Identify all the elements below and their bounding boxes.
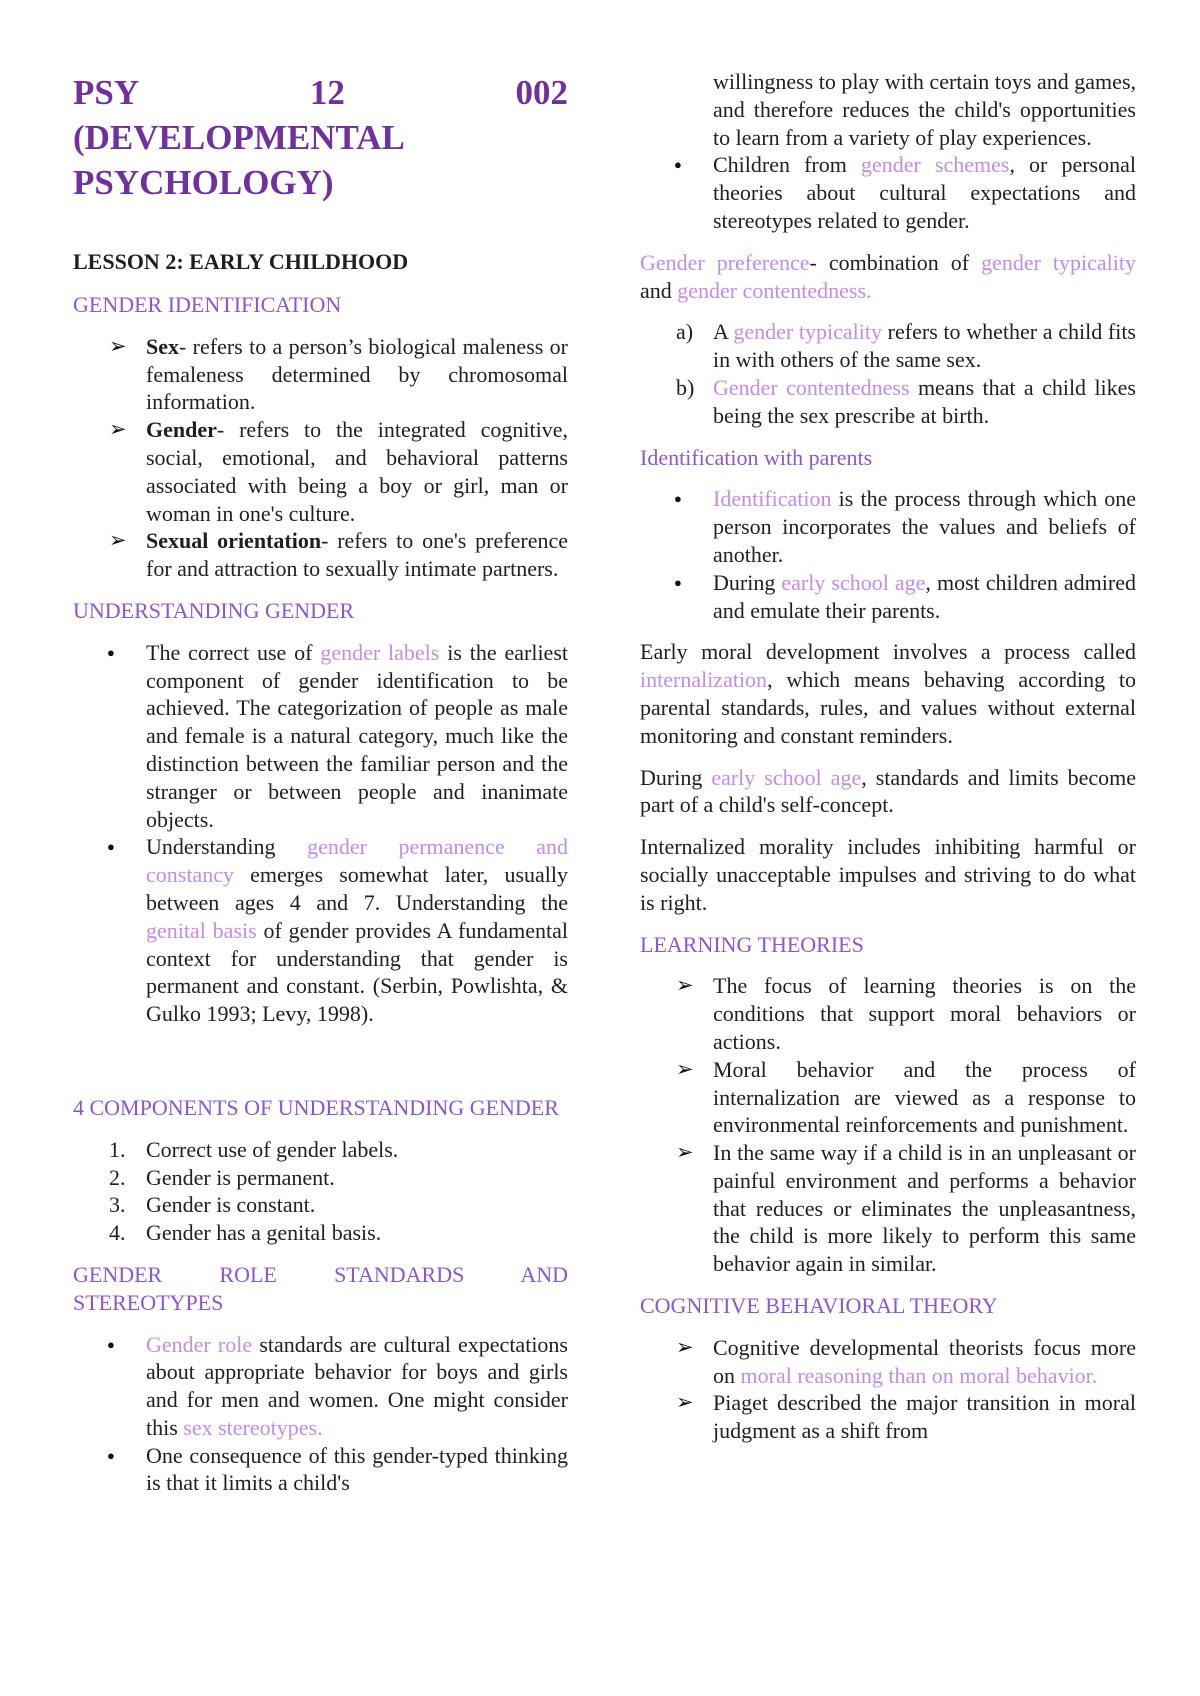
cognitive-list <box>640 1334 1136 1445</box>
highlight-term: early school age <box>781 569 926 595</box>
item-letter: b) <box>676 374 695 400</box>
moral-paragraph-1: Early moral development involves a process called internalization, which means behaving according to parental standards, rules, and values without external monitoring and constant reminders. <box>640 639 1136 748</box>
list-item: ➢ In the same way if a child is in an unpleasant or painful environment and performs a behavior that reduces or eliminates the unpleasantness, the child is more likely to perform this same behavior again in similar. <box>640 1139 1136 1278</box>
components-list <box>73 1136 568 1247</box>
item-number: 3. <box>109 1192 126 1218</box>
list-item: ➢ The focus of learning theories is on the conditions that support moral behaviors or actions. <box>640 972 1136 1055</box>
term: Sex <box>146 333 179 359</box>
list-item: ➢ Moral behavior and the process of internalization are viewed as a response to environmental reinforcements and punishment. <box>640 1056 1136 1139</box>
understanding-list <box>73 639 568 1028</box>
list-item: ● Identification is the process through which one person incorporates the values and beliefs of another. <box>640 485 1136 568</box>
left-column <box>73 70 568 1511</box>
section-heading-components: 4 COMPONENTS OF UNDERSTANDING GENDER <box>73 1094 559 1120</box>
highlight-term: early school age <box>711 764 862 790</box>
list-item: 4. Gender has a genital basis. <box>109 1220 382 1246</box>
term: Sexual orientation <box>146 528 322 554</box>
list-item: ➢ Piaget described the major transition in moral judgment as a shift from <box>640 1389 1136 1445</box>
title-line-2: (DEVELOPMENTAL <box>73 118 405 157</box>
lesson-heading: LESSON 2: EARLY CHILDHOOD <box>73 249 409 274</box>
highlight-term: genital basis <box>146 917 257 943</box>
list-item-sex <box>73 333 568 416</box>
right-column <box>640 68 1136 1459</box>
highlight-term: gender labels <box>320 639 440 665</box>
item-number: 4. <box>109 1220 126 1246</box>
continued-list <box>640 68 1136 235</box>
section-heading-identification: Identification with parents <box>640 444 873 470</box>
list-item: 3. Gender is constant. <box>109 1192 316 1218</box>
highlight-term: gender typicality <box>733 319 882 345</box>
highlight-term: gender typicality <box>981 249 1136 275</box>
highlight-term: sex stereotypes. <box>183 1414 323 1440</box>
list-item-sexual-orientation <box>73 527 568 583</box>
list-item: 2. Gender is permanent. <box>109 1164 335 1190</box>
term: Gender <box>146 417 217 443</box>
roles-list <box>73 1331 568 1498</box>
list-item: b) Gender contentedness means that a child likes being the sex prescribe at birth. <box>676 374 1136 428</box>
list-item: a) A gender typicality refers to whether a child fits in with others of the same sex. <box>676 319 1136 373</box>
section-heading-gender-identification: GENDER IDENTIFICATION <box>73 292 342 317</box>
definition-text: - refers to the integrated cognitive, social, emotional, and behavioral patterns associated with being a boy or girl, man or woman in one's culture. <box>146 417 568 526</box>
list-item: ● During early school age, most children admired and emulate their parents. <box>640 569 1136 625</box>
definition-text: - refers to one's preference for and attraction to sexually intimate partners. <box>146 528 568 582</box>
section-heading-gender-roles: GENDER ROLE STANDARDS AND STEREOTYPES <box>73 1261 568 1315</box>
list-item: ● Understanding gender permanence and constancy emerges somewhat later, usually between ages 4 and 7. Understanding the genital basis of gender provides A fundamental context for understanding that gender is permanent and constant. (Serbin, Powlishta, & Gulko 1993; Levy, 1998). <box>73 833 568 1028</box>
section-heading-learning-theories: LEARNING THEORIES <box>640 931 864 957</box>
list-item-continued: willingness to play with certain toys and games, and therefore reduces the child's opportunities to learn from a variety of play experiences. <box>713 69 1136 150</box>
list-item: ➢ Cognitive developmental theorists focus more on moral reasoning than on moral behavior. <box>640 1334 1136 1390</box>
highlight-term: Gender contentedness <box>713 374 910 400</box>
list-item: ● One consequence of this gender-typed thinking is that it limits a child's <box>73 1442 568 1498</box>
title-part-12: 12 <box>309 73 345 112</box>
item-number: 2. <box>109 1164 126 1190</box>
definitions-list <box>73 333 568 583</box>
learning-list <box>640 972 1136 1278</box>
highlight-term: gender schemes <box>860 152 1010 178</box>
section-heading-understanding-gender: UNDERSTANDING GENDER <box>73 597 355 623</box>
list-item: ● Children from gender schemes, or personal theories about cultural expectations and stereotypes related to gender. <box>640 151 1136 234</box>
identification-list <box>640 485 1136 624</box>
highlight-term: internalization <box>640 667 768 693</box>
highlight-term: moral reasoning than on moral behavior. <box>740 1362 1098 1388</box>
highlight-term: Gender role <box>146 1331 253 1357</box>
highlight-term: gender contentedness. <box>677 277 872 303</box>
highlight-term: Gender preference <box>640 249 810 275</box>
moral-paragraph-3: Internalized morality includes inhibiting harmful or socially unacceptable impulses and striving to do what is right. <box>640 834 1136 915</box>
preference-list <box>640 318 1136 429</box>
highlight-term: Identification <box>713 486 832 512</box>
document-title <box>73 70 568 205</box>
title-line-3: PSYCHOLOGY) <box>73 163 334 202</box>
title-part-002: 002 <box>515 73 568 112</box>
list-item: 1. Correct use of gender labels. <box>109 1136 399 1162</box>
section-heading-cognitive: COGNITIVE BEHAVIORAL THEORY <box>640 1293 998 1319</box>
definition-text: - refers to a person’s biological maleness or femaleness determined by chromosomal information. <box>146 333 568 415</box>
item-letter: a) <box>676 319 694 345</box>
list-item-gender <box>73 416 568 527</box>
item-number: 1. <box>109 1136 126 1162</box>
list-item: ● The correct use of gender labels is the earliest component of gender identification to be achieved. The categorization of people as male and female is a natural category, much like the distinction between the familiar person and the stranger or between people and inanimate objects. <box>73 639 568 834</box>
title-part-psy: PSY <box>73 73 140 112</box>
moral-paragraph-2: During early school age, standards and limits become part of a child's self-concept. <box>640 764 1137 818</box>
gender-preference-paragraph: Gender preference- combination of gender typicality and gender contentedness. <box>640 249 1136 303</box>
highlight-term: gender permanence and constancy <box>146 834 568 888</box>
list-item: ● Gender role standards are cultural expectations about appropriate behavior for boys and girls and for men and women. One might consider this sex stereotypes. <box>73 1331 568 1442</box>
